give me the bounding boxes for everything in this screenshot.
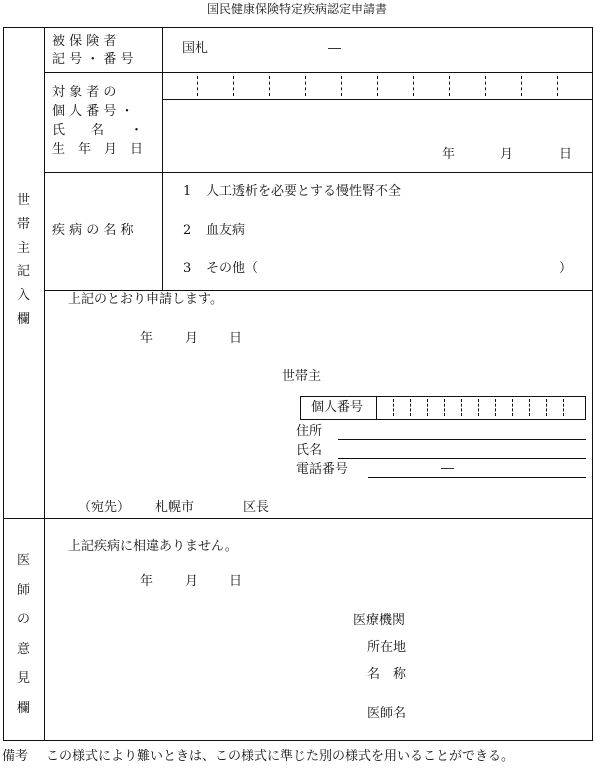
institution-label: 医療機関	[353, 613, 406, 628]
doctor-section-label	[3, 546, 44, 724]
target-label-line1: 対 象 者 の	[52, 85, 117, 100]
label-char: 帯	[16, 216, 30, 232]
section-divider	[3, 518, 593, 519]
row-divider	[44, 172, 593, 173]
insured-dash: ―	[328, 41, 341, 56]
householder-section-label	[3, 189, 44, 332]
label-char: 記	[16, 264, 30, 280]
row-divider	[162, 99, 593, 100]
ward-head-label: 区長	[243, 500, 270, 515]
my-number-cells	[376, 396, 586, 420]
address-field[interactable]	[338, 439, 586, 440]
birth-year-label: 年	[442, 147, 456, 162]
option-text: 血友病	[206, 223, 246, 238]
option-number: 2	[183, 223, 192, 238]
label-char: 意	[16, 641, 30, 657]
addressee-label: （宛先）	[78, 500, 131, 515]
phone-field[interactable]	[368, 477, 586, 478]
disease-label: 疾 病 の 名 称	[52, 223, 134, 238]
insured-label-line1: 被 保 険 者	[52, 34, 117, 49]
form-title: 国民健康保険特定疾病認定申請書	[206, 2, 387, 16]
label-char: 世	[16, 193, 30, 208]
ward-name-field[interactable]	[198, 498, 238, 516]
doctor-day-label: 日	[229, 574, 243, 589]
note-label: 備考	[2, 749, 29, 764]
target-my-number-field[interactable]	[162, 72, 593, 99]
label-char: 欄	[16, 700, 30, 716]
location-label: 所在地	[367, 640, 407, 655]
label-char: の	[16, 612, 30, 628]
disease-option-1[interactable]	[175, 185, 585, 203]
city-label: 札幌市	[155, 500, 195, 515]
birth-month-label: 月	[500, 147, 514, 162]
disease-option-2[interactable]	[175, 224, 585, 242]
phone-label: 電話番号	[296, 462, 349, 477]
option-text: その他（	[206, 261, 259, 276]
institution-name-label: 名 称	[367, 667, 407, 682]
doctor-name-label: 医師名	[367, 706, 407, 721]
application-month-label: 月	[185, 331, 199, 346]
application-year-label: 年	[140, 331, 154, 346]
target-name-field[interactable]	[170, 104, 585, 144]
my-number-label: 個人番号	[311, 400, 364, 415]
row-divider	[44, 290, 593, 291]
application-day-label: 日	[229, 331, 243, 346]
name-field[interactable]	[338, 458, 586, 459]
label-char: 医	[16, 553, 30, 568]
label-char: 師	[16, 582, 30, 598]
note-text: この様式により難いときは、この様式に準じた別の様式を用いることができる。	[46, 749, 515, 764]
option-text: 人工透析を必要とする慢性腎不全	[206, 184, 402, 199]
target-label-line2: 個 人 番 号 ・	[52, 104, 134, 119]
label-char: 見	[16, 671, 30, 687]
insured-number-field[interactable]	[170, 34, 585, 64]
insured-label-line2: 記 号 ・ 番 号	[52, 52, 134, 67]
option-number: 1	[183, 184, 192, 199]
label-char: 主	[16, 240, 30, 256]
phone-dash: ―	[441, 461, 454, 476]
disease-option-3[interactable]	[175, 262, 585, 280]
insured-prefix: 国札	[182, 41, 209, 56]
application-statement: 上記のとおり申請します。	[68, 292, 223, 307]
target-label-line3: 氏 名 ・	[52, 123, 144, 138]
close-paren: ）	[559, 261, 573, 276]
option-number: 3	[183, 261, 192, 276]
label-char: 欄	[16, 311, 30, 327]
doctor-statement: 上記疾病に相違ありません。	[68, 539, 238, 554]
label-column-divider	[162, 27, 163, 290]
doctor-month-label: 月	[185, 574, 199, 589]
doctor-year-label: 年	[140, 574, 154, 589]
birth-day-label: 日	[559, 147, 573, 162]
target-label-line4: 生 年 月 日	[52, 142, 144, 157]
address-label: 住所	[296, 424, 323, 439]
name-label: 氏名	[296, 443, 323, 458]
left-column-divider	[44, 27, 45, 741]
label-char: 入	[16, 288, 30, 304]
householder-label: 世帯主	[282, 369, 322, 384]
